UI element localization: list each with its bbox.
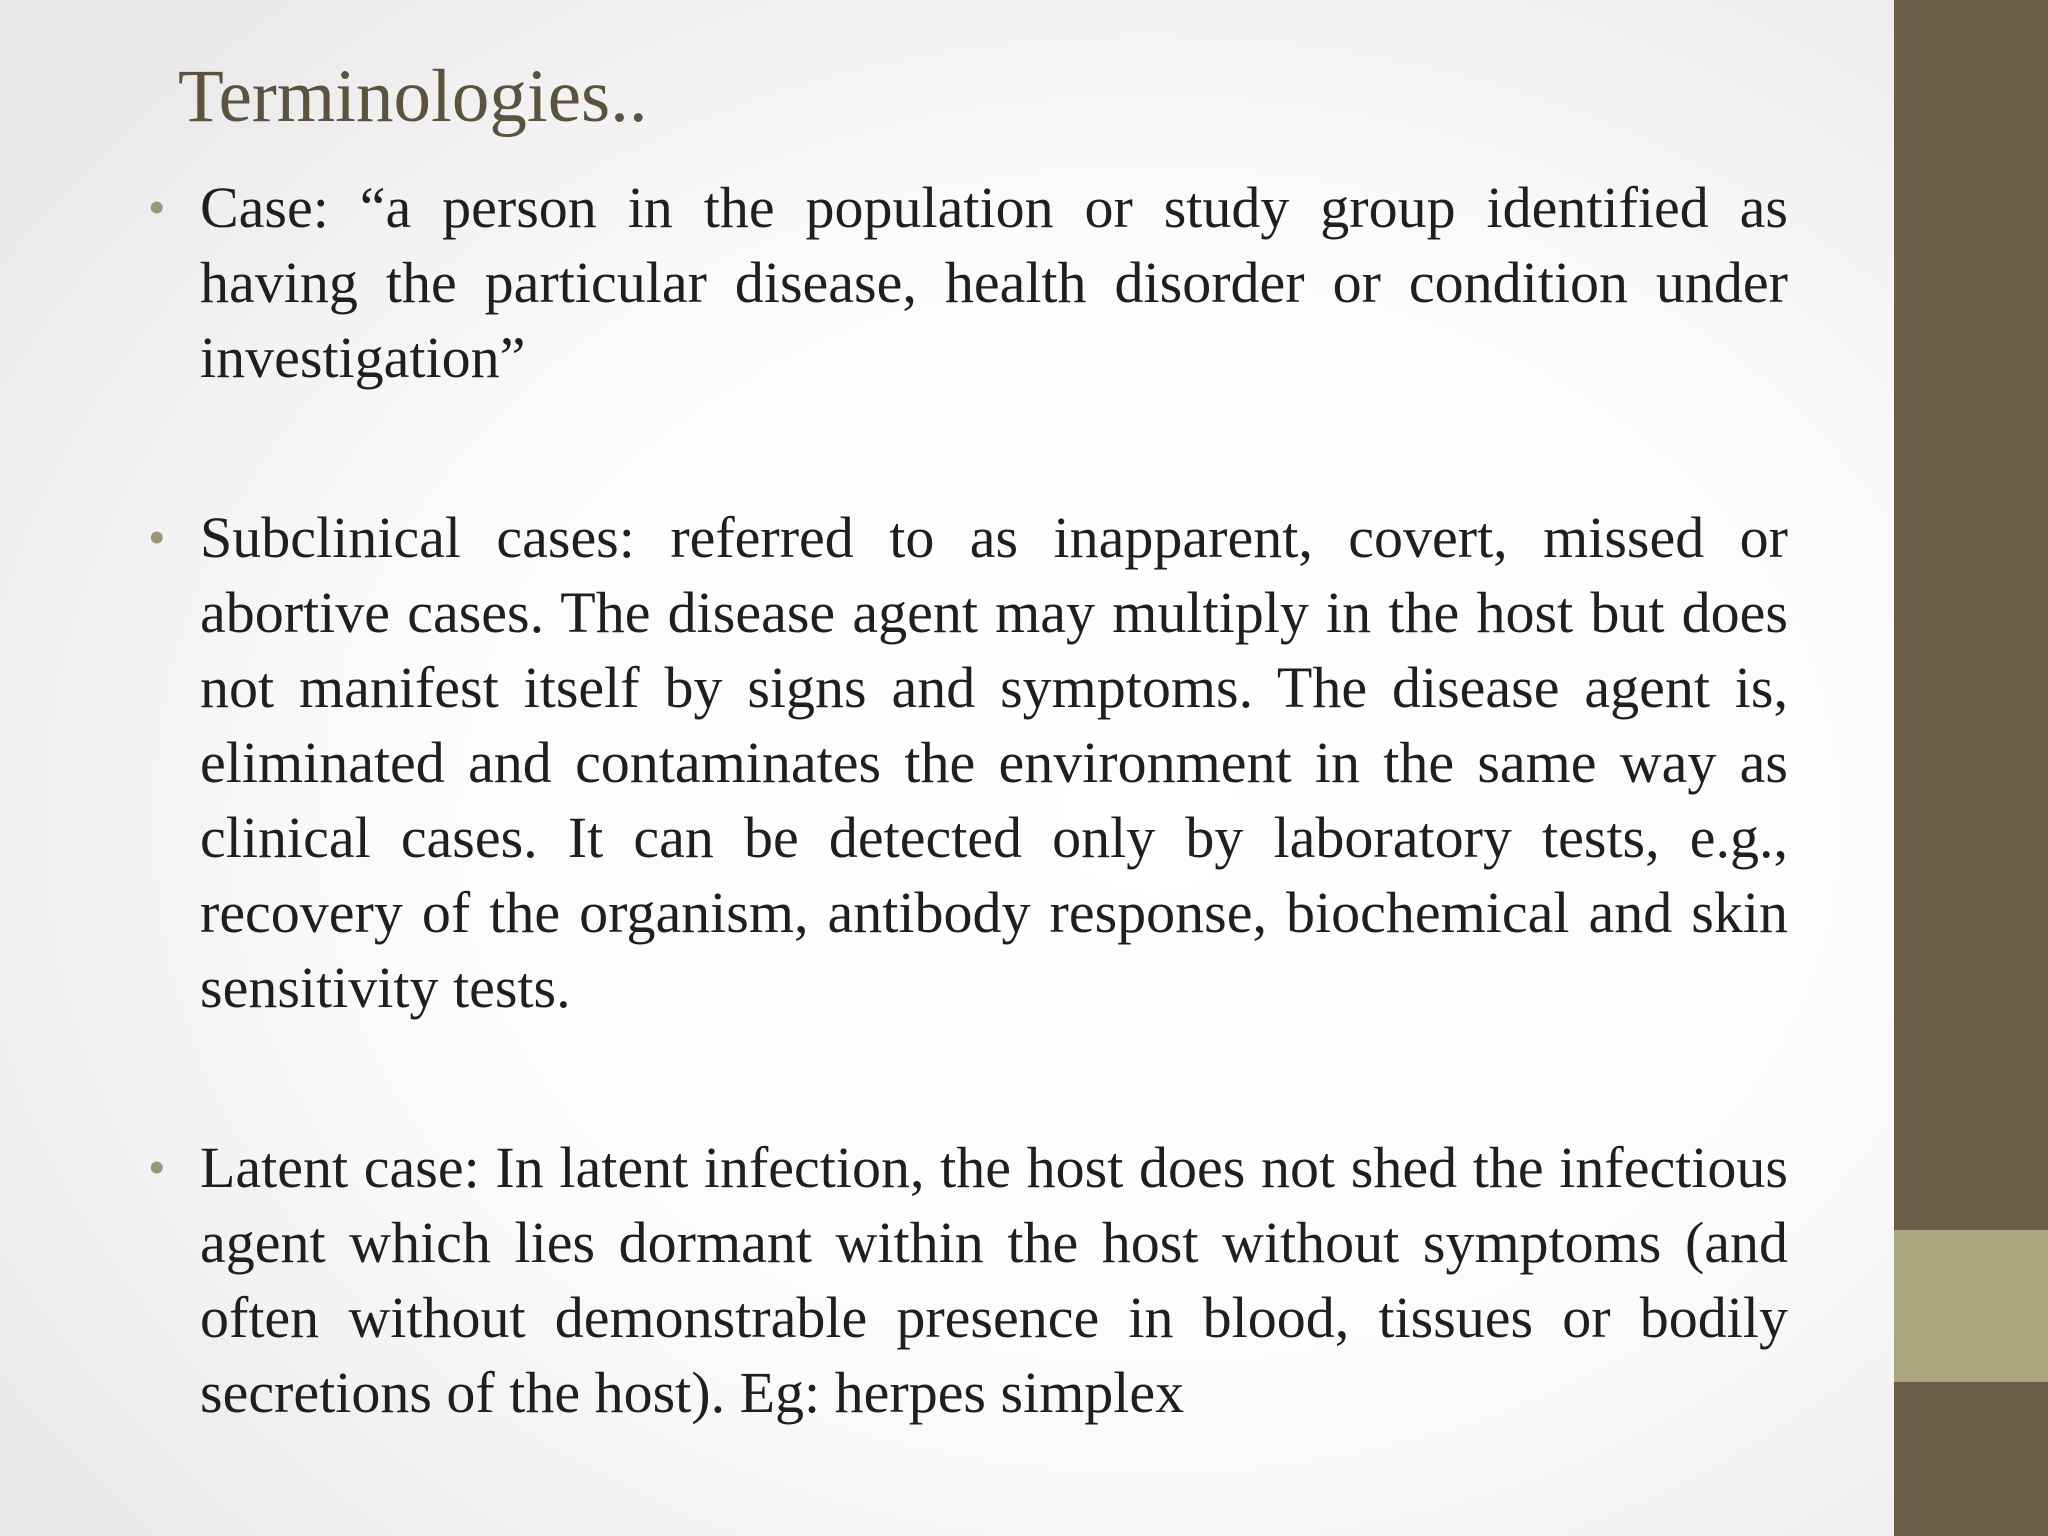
bullet-item-case [148,170,1788,395]
bullet-list [148,170,1788,1430]
bullet-item-latent-case [148,1130,1788,1430]
bullet-text: Latent case: In latent infection, the host does not shed the infectious agent which lies dormant within the host without symptoms (and often without demonstrable presence in blood, tissues or bodily secretions of the host). Eg: herpes simplex [200,1135,1788,1425]
bullet-dot-icon: • [148,509,166,565]
bullet-text: Case: “a person in the population or study group identified as having the particular disease, health disorder or condition under investigation” [200,175,1788,390]
slide-title: Terminologies.. [178,55,648,138]
sidebar-accent-decoration [1894,1230,2048,1382]
bullet-dot-icon: • [148,179,166,235]
bullet-dot-icon: • [148,1139,166,1195]
bullet-text: Subclinical cases: referred to as inapparent, covert, missed or abortive cases. The disease agent may multiply in the host but does not manifest itself by signs and symptoms. The disease agent is, eliminated and contaminates the environment in the same way as clinical cases. It can be detected only by laboratory tests, e.g., recovery of the organism, antibody response, biochemical and skin sensitivity tests. [200,505,1788,1020]
bullet-item-subclinical-cases [148,500,1788,1025]
